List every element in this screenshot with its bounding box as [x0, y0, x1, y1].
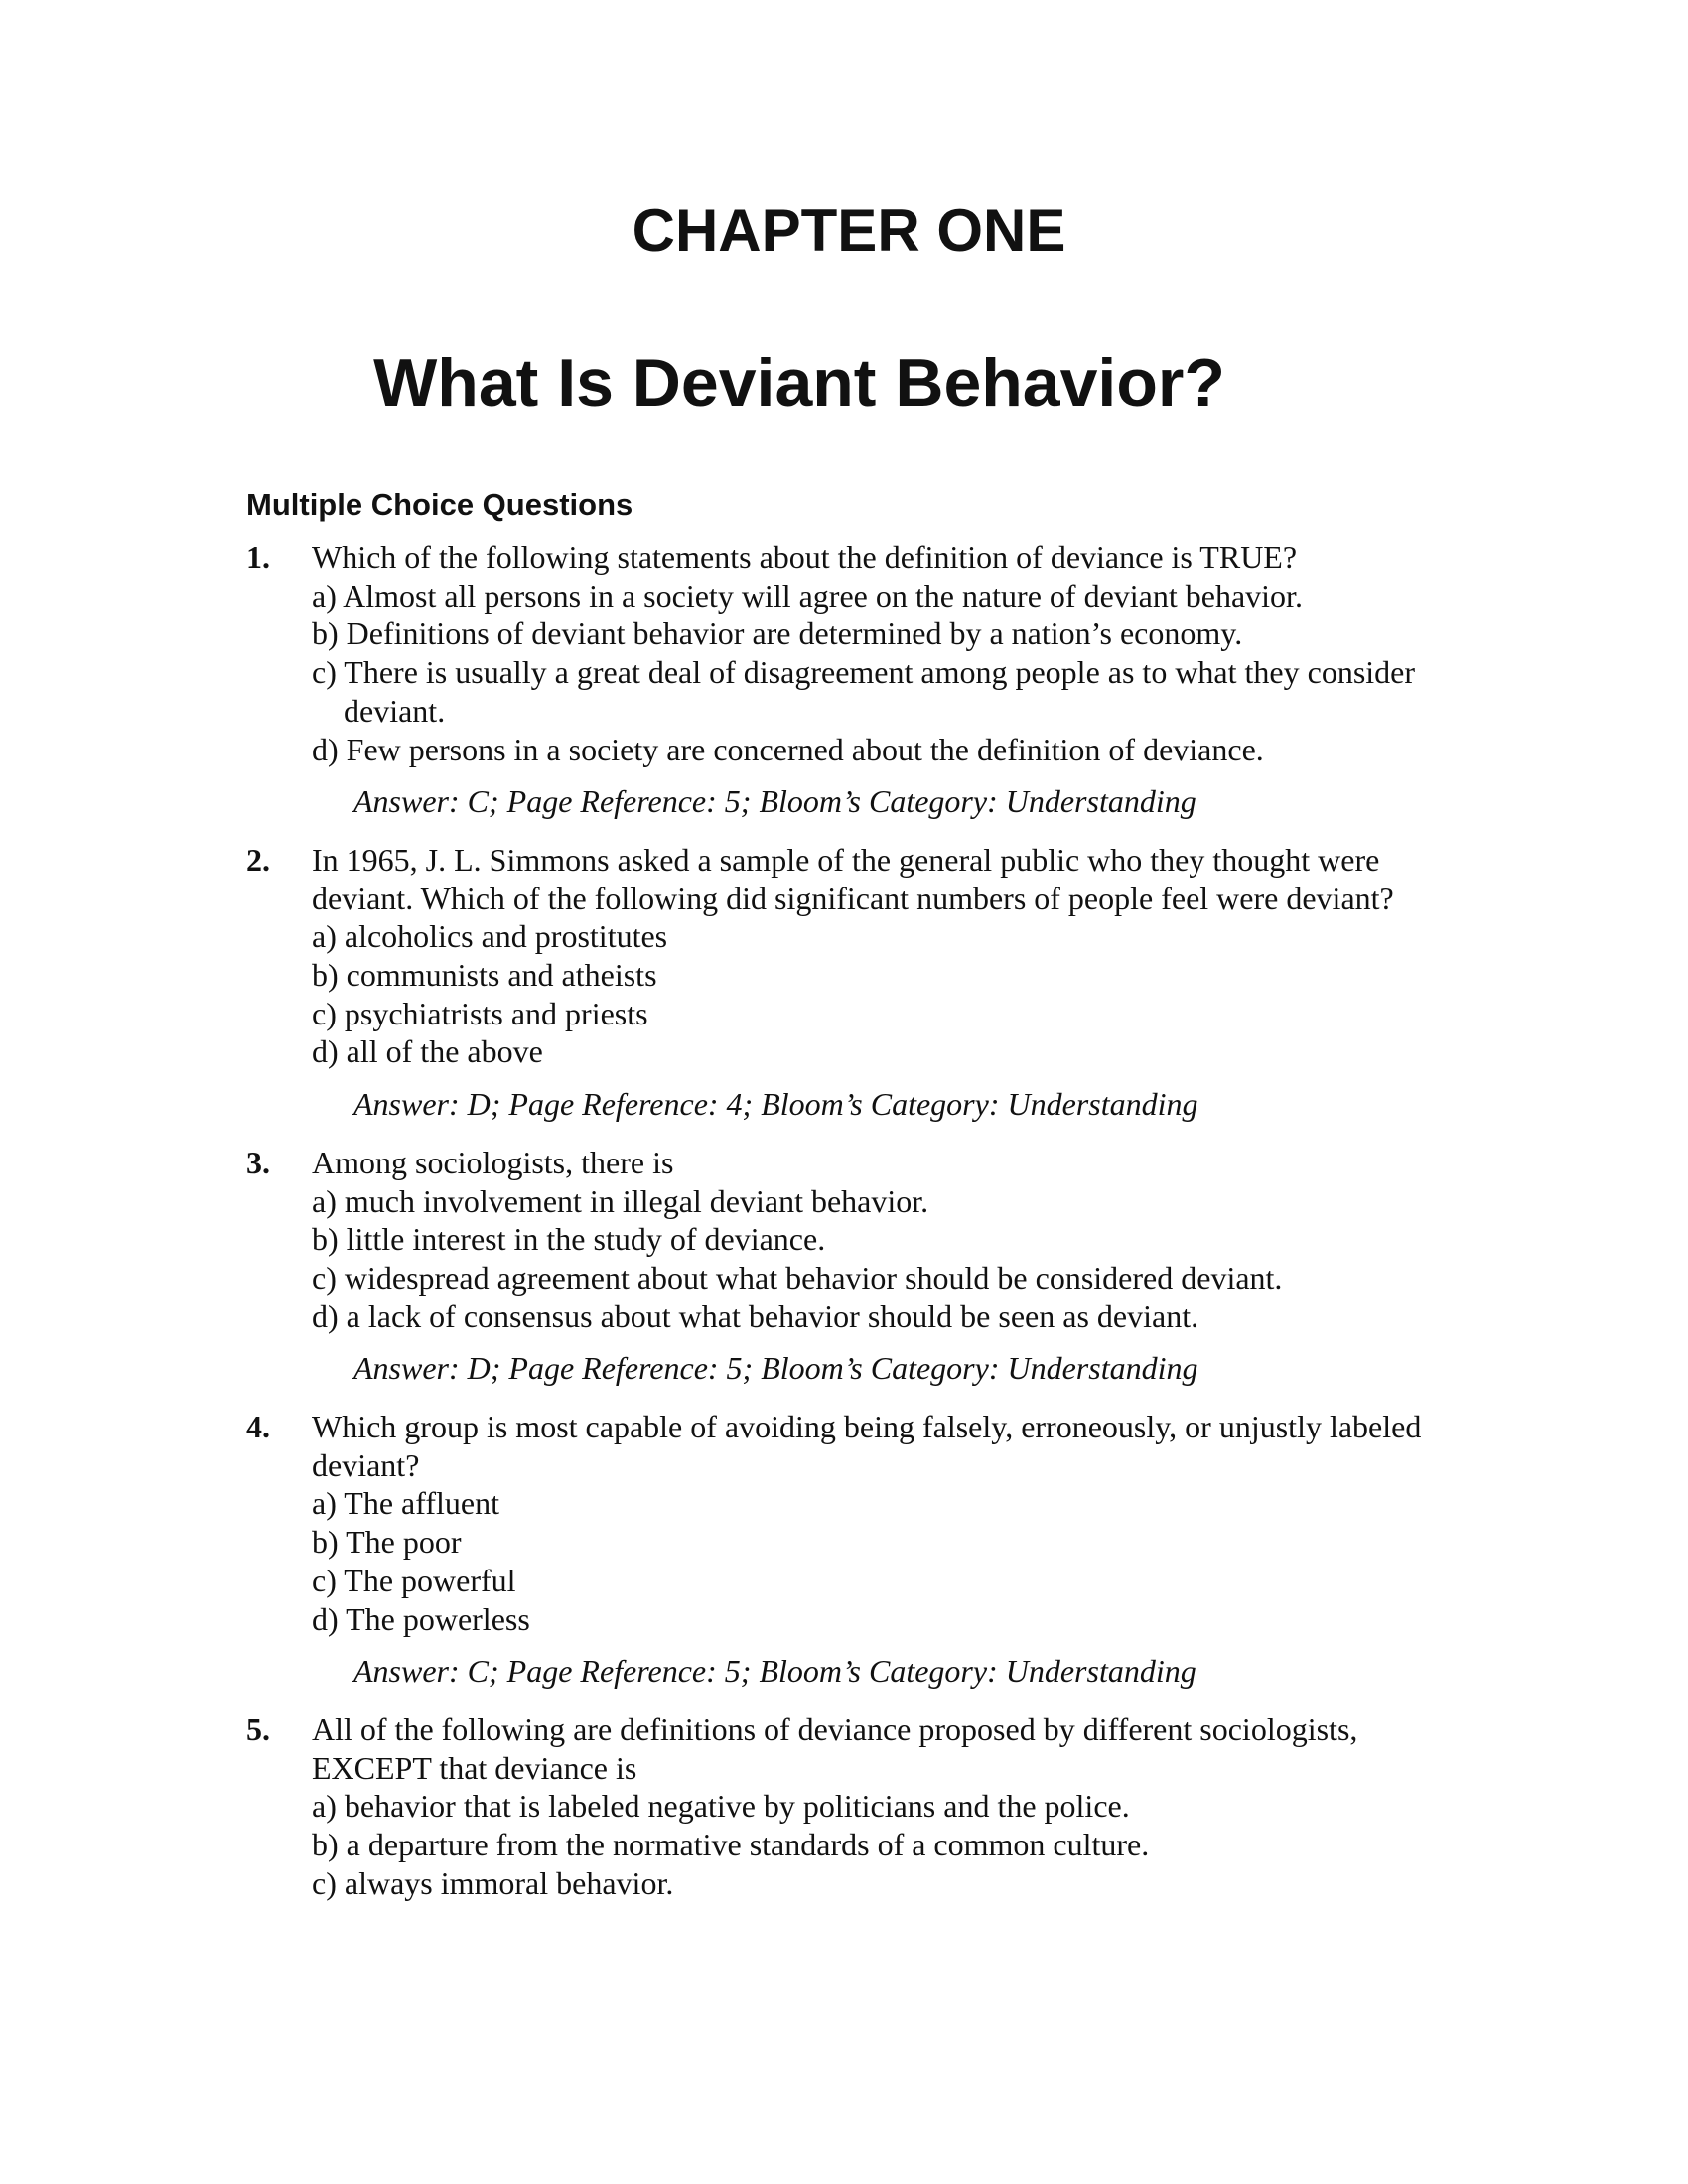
answer-option: d) all of the above [312, 1033, 543, 1070]
answer-option: c) The powerful [312, 1562, 516, 1598]
answer-key: Answer: D; Page Reference: 5; Bloom’s Category: Understanding [353, 1350, 1198, 1387]
question-number: 2. [246, 841, 270, 878]
question-3 [246, 1144, 1477, 1388]
chapter-label: CHAPTER ONE [632, 198, 1066, 264]
answer-option: a) much involvement in illegal deviant behavior. [312, 1182, 929, 1219]
answer-key: Answer: C; Page Reference: 5; Bloom’s Category: Understanding [353, 1653, 1196, 1690]
answer-option: b) little interest in the study of deviance. [312, 1221, 826, 1258]
answer-option: a) behavior that is labeled negative by politicians and the police. [312, 1788, 1130, 1825]
answer-option: d) The powerless [312, 1600, 530, 1637]
answer-option: c) There is usually a great deal of disagreement among people as to what they consider deviant. [312, 654, 1416, 729]
question-stem: Which group is most capable of avoiding being falsely, erroneously, or unjustly labeled deviant? [312, 1409, 1422, 1483]
question-stem: Which of the following statements about the definition of deviance is TRUE? [312, 539, 1298, 575]
question-number: 3. [246, 1144, 270, 1180]
question-stem: Among sociologists, there is [312, 1144, 674, 1180]
answer-option: d) Few persons in a society are concerned about the definition of deviance. [312, 731, 1264, 767]
answer-option: a) Almost all persons in a society will agree on the nature of deviant behavior. [312, 577, 1303, 614]
answer-key: Answer: C; Page Reference: 5; Bloom’s Category: Understanding [353, 783, 1196, 820]
answer-option: b) a departure from the normative standards of a common culture. [312, 1827, 1150, 1863]
question-stem: All of the following are definitions of deviance proposed by different sociologists, EXCEPT that deviance is [312, 1710, 1358, 1786]
question-stem: In 1965, J. L. Simmons asked a sample of the general public who they thought were deviant. Which of the following did significant numbers of people feel were deviant? [312, 841, 1394, 916]
answer-option: c) psychiatrists and priests [312, 995, 648, 1031]
question-4 [246, 1408, 1477, 1691]
question-number: 4. [246, 1409, 270, 1445]
answer-option: b) The poor [312, 1524, 462, 1561]
answer-option: a) The affluent [312, 1485, 499, 1522]
question-number: 1. [246, 539, 270, 575]
answer-option: a) alcoholics and prostitutes [312, 918, 668, 955]
section-heading: Multiple Choice Questions [246, 487, 633, 522]
chapter-title: What Is Deviant Behavior? [373, 345, 1225, 421]
question-list [246, 538, 1477, 1923]
answer-option: c) widespread agreement about what behavior should be considered deviant. [312, 1259, 1283, 1296]
question-number: 5. [246, 1710, 270, 1747]
answer-key: Answer: D; Page Reference: 4; Bloom’s Category: Understanding [353, 1086, 1198, 1123]
answer-option: d) a lack of consensus about what behavior should be seen as deviant. [312, 1297, 1199, 1334]
answer-option: c) always immoral behavior. [312, 1864, 674, 1901]
question-5 [246, 1710, 1477, 1903]
question-2 [246, 841, 1477, 1124]
answer-option: b) Definitions of deviant behavior are determined by a nation’s economy. [312, 615, 1243, 652]
answer-option: b) communists and atheists [312, 957, 657, 994]
question-1 [246, 538, 1477, 821]
